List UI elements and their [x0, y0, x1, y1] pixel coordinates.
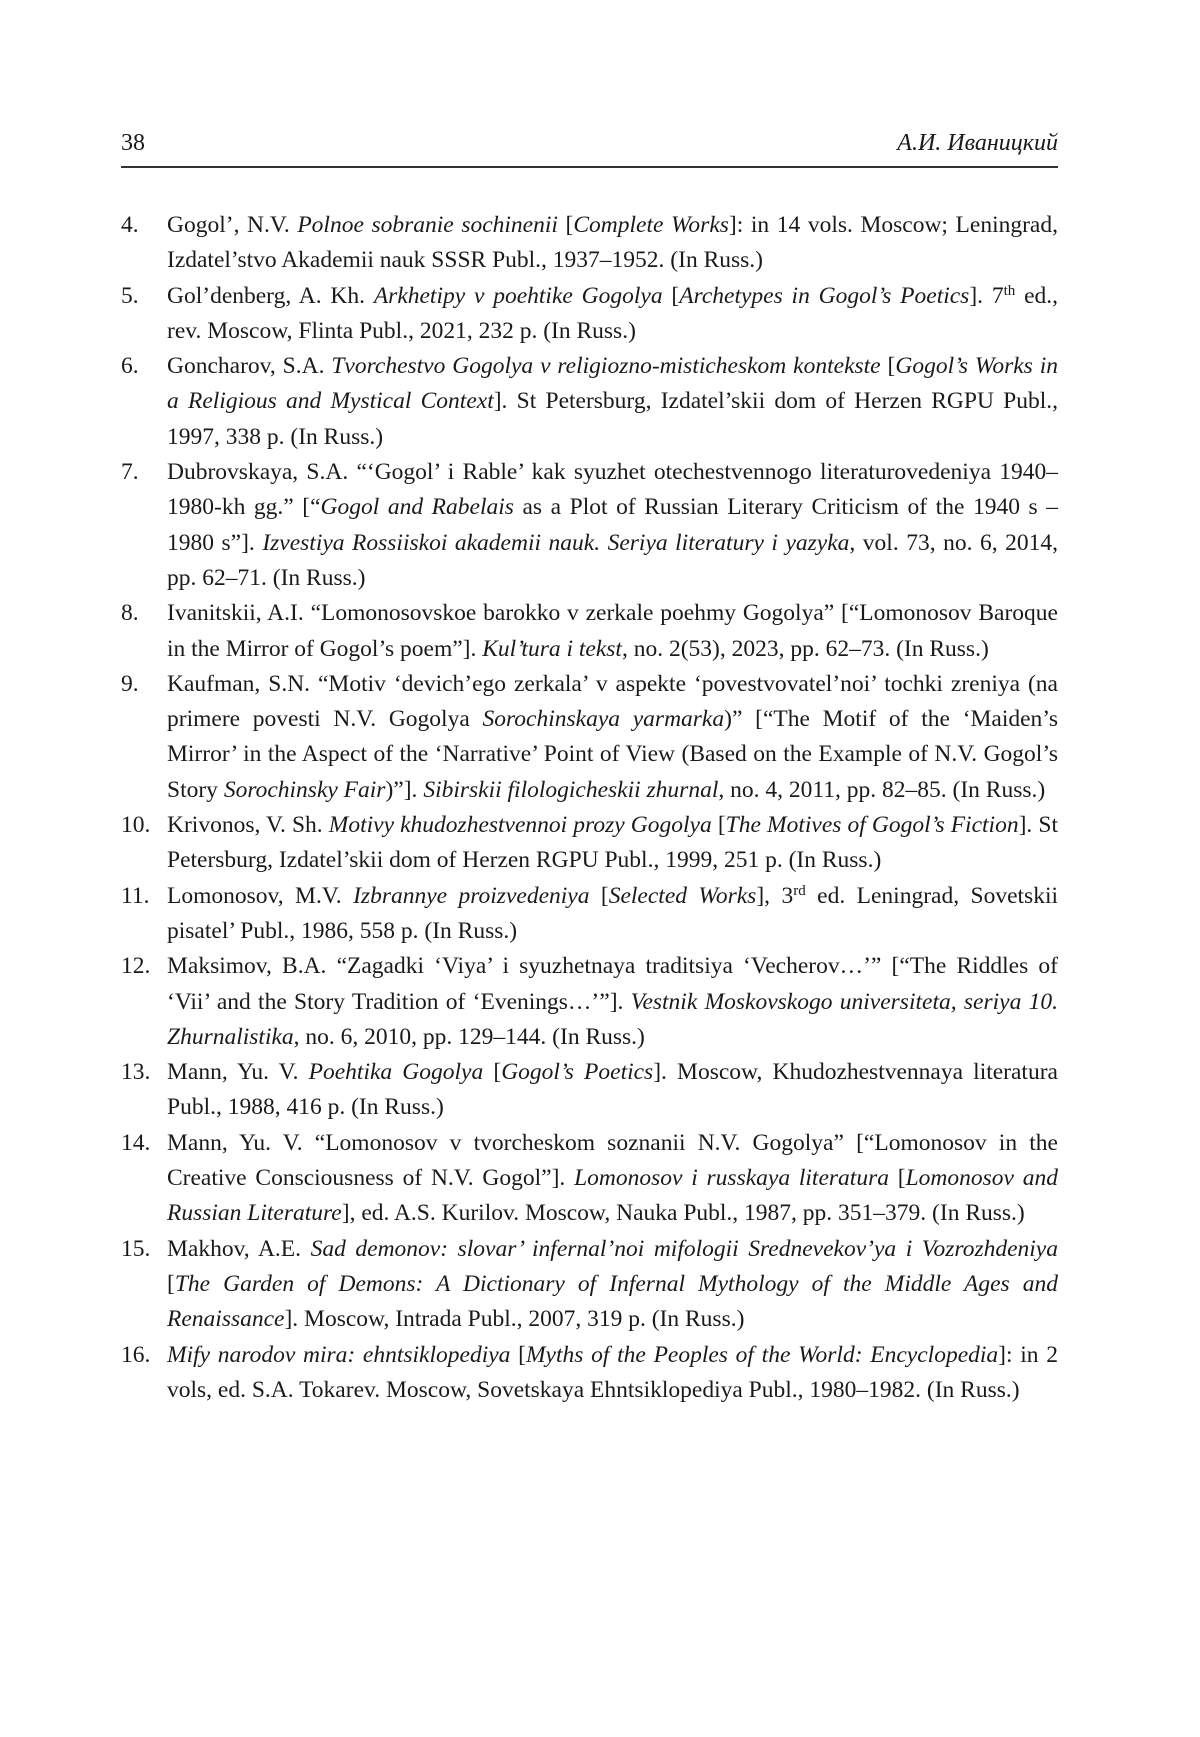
reference-title: Tvorchestvo Gogolya v religiozno-misticheskom kontekste [331, 353, 881, 380]
header-rule [121, 166, 1058, 168]
reference-title: Arkhetipy v poehtike Gogolya [373, 282, 663, 309]
reference-text: , no. 2(53), 2023, pp. 62–73. (In Russ.) [621, 635, 989, 662]
reference-text: [ [557, 212, 574, 238]
reference-title-translation: Gogol’s Works in a Religious and Mystical Context [167, 353, 1059, 415]
reference-text: ]. Moscow, Khudozhestvennaya literatura Publ., 1988, 416 p. (In Russ.) [167, 1059, 1058, 1121]
reference-number: 5. [121, 282, 139, 309]
reference-item [121, 208, 1058, 279]
reference-text: as a Plot of Russian Literary Criticism of the 1940 s – 1980 s”]. [167, 494, 1058, 556]
reference-text: ]: in 14 vols. Moscow; Leningrad, Izdatel’stvo Akademii nauk SSSR Publ., 1937–1952. (In Russ.) [167, 212, 1058, 274]
reference-title-translation: Myths of the Peoples of the World: Encyclopedia [525, 1341, 999, 1368]
reference-text: Mann, Yu. V. [167, 1059, 309, 1086]
reference-text: Gol’denberg, A. Kh. [167, 282, 374, 309]
reference-text: , no. 4, 2011, pp. 82–85. (In Russ.) [718, 776, 1046, 803]
reference-number: 6. [121, 353, 139, 380]
reference-text: Ivanitskii, A.I. “Lomonosovskoe barokko v zerkale poehmy Gogolya” [“Lomonosov Baroque in the Mirror of Gogol’s poem”]. [167, 600, 1058, 662]
reference-text: ]. Moscow, Intrada Publ., 2007, 319 p. (In Russ.) [284, 1306, 745, 1333]
journal-title: Vestnik Moskovskogo universiteta, seriya 10. Zhurnalistika [167, 988, 1058, 1050]
reference-title: Mify narodov mira: ehntsiklopediya [167, 1341, 511, 1368]
journal-title: Sibirskii filologicheskii zhurnal [423, 776, 719, 803]
running-head-author: А.И. Иваницкий [897, 130, 1058, 156]
reference-item [121, 349, 1058, 455]
reference-text: ]. 7 [969, 282, 1004, 309]
running-header [121, 128, 1058, 158]
reference-title-translation: Complete Works [573, 212, 729, 238]
reference-text: , no. 6, 2010, pp. 129–144. (In Russ.) [293, 1023, 645, 1050]
reference-number: 13. [121, 1059, 151, 1086]
reference-title: Izbrannye proizvedeniya [353, 882, 590, 909]
reference-number: 14. [121, 1129, 151, 1156]
reference-text: [ [589, 882, 609, 909]
reference-item [121, 1338, 1058, 1409]
reference-number: 15. [121, 1235, 151, 1262]
ordinal-suffix: th [1003, 282, 1016, 299]
reference-text: [ [880, 353, 896, 380]
reference-title: Polnoe sobranie sochinenii [297, 212, 558, 238]
reference-number: 10. [121, 812, 151, 839]
reference-number: 4. [121, 212, 139, 238]
reference-title: Motivy khudozhestvennoi prozy Gogolya [328, 812, 712, 839]
reference-text: [ [711, 812, 726, 839]
reference-text: [ [483, 1059, 502, 1086]
ordinal-suffix: rd [793, 882, 806, 899]
reference-text: ], 3 [756, 882, 794, 909]
reference-text: ed. Leningrad, Sovetskii pisatel’ Publ., 1986, 558 p. (In Russ.) [167, 882, 1059, 944]
reference-item [121, 596, 1058, 667]
reference-text: ], ed. A.S. Kurilov. Moscow, Nauka Publ., 1987, pp. 351–379. (In Russ.) [341, 1200, 1025, 1227]
reference-text: )” [“The Motif of the ‘Maiden’s Mirror’ in the Aspect of the ‘Narrative’ Point of View (Based on the Example of N.V. Gogol’s Story [167, 706, 1058, 803]
reference-text: Gogol’, N.V. [167, 212, 298, 238]
journal-title: Kul’tura i tekst [482, 635, 622, 662]
reference-item [121, 949, 1058, 1055]
reference-item [121, 1055, 1058, 1126]
reference-title-translation: Lomonosov and Russian Literature [167, 1165, 1058, 1227]
reference-item [121, 455, 1058, 596]
reference-title-translation: The Motives of Gogol’s Fiction [725, 812, 1019, 839]
reference-text: Lomonosov, M.V. [167, 882, 354, 909]
reference-title-translation: The Garden of Demons: A Dictionary of Infernal Mythology of the Middle Ages and Renaissance [167, 1270, 1058, 1333]
reference-text: Kaufman, S.N. “Motiv ‘devich’ego zerkala’ v aspekte ‘povestvovatel’noi’ tochki zreniya (na primere povesti N.V. Gogolya [167, 670, 1058, 733]
reference-number: 8. [121, 600, 139, 627]
reference-number: 11. [121, 882, 150, 909]
reference-text: ]. St Petersburg, Izdatel’skii dom of Herzen RGPU Publ., 1999, 251 p. (In Russ.) [167, 812, 1058, 874]
reference-text: Maksimov, B.A. “Zagadki ‘Viya’ i syuzhetnaya traditsiya ‘Vecherov…’” [“The Riddles of ‘Vii’ and the Story Tradition of ‘Evenings…’”]. [167, 953, 1058, 1015]
reference-number: 12. [121, 953, 151, 980]
reference-text: Goncharov, S.A. [167, 353, 332, 380]
reference-text: Mann, Yu. V. “Lomonosov v tvorcheskom soznanii N.V. Gogolya” [“Lomonosov in the Creative Consciousness of N.V. Gogol”]. [167, 1129, 1058, 1192]
reference-text: Krivonos, V. Sh. [167, 812, 329, 839]
reference-item [121, 1232, 1058, 1338]
page-number: 38 [121, 130, 145, 156]
reference-title-translation: Archetypes in Gogol’s Poetics [679, 282, 970, 309]
reference-title: Lomonosov i russkaya literatura [574, 1165, 889, 1192]
reference-title: Sad demonov: slovar’ infernal’noi mifologii Srednevekov’ya i Vozrozhdeniya [310, 1235, 1058, 1262]
reference-number: 7. [121, 459, 139, 486]
reference-item [121, 879, 1058, 950]
reference-title: Poehtika Gogolya [308, 1059, 484, 1086]
reference-text: )”]. [385, 776, 424, 803]
reference-number: 9. [121, 670, 139, 697]
reference-text: Dubrovskaya, S.A. “‘Gogol’ i Rable’ kak syuzhet otechestvennogo literaturovedeniya 1940–1980-kh gg.” [“ [167, 459, 1058, 521]
reference-text: ed., rev. Moscow, Flinta Publ., 2021, 232 p. (In Russ.) [167, 282, 1059, 344]
reference-text: , vol. 73, no. 6, 2014, pp. 62–71. (In Russ.) [167, 529, 1059, 591]
reference-number: 16. [121, 1341, 151, 1368]
reference-item [121, 1126, 1058, 1232]
reference-text: Makhov, A.E. [167, 1235, 311, 1262]
reference-item [121, 279, 1058, 350]
reference-item [121, 667, 1058, 808]
reference-title-translation: Sorochinsky Fair [223, 776, 386, 803]
reference-title-translation: Gogol and Rabelais [320, 494, 514, 521]
reference-title-translation: Gogol’s Poetics [501, 1059, 654, 1086]
reference-title: Sorochinskaya yarmarka [482, 706, 725, 733]
reference-text: [ [510, 1341, 526, 1368]
reference-list [121, 208, 1058, 1408]
reference-item [121, 808, 1058, 879]
reference-text: ]: in 2 vols, ed. S.A. Tokarev. Moscow, Sovetskaya Ehntsiklopediya Publ., 1980–1982. (In Russ.) [167, 1341, 1058, 1403]
journal-title: Izvestiya Rossiiskoi akademii nauk. Seriya literatury i yazyka [262, 529, 850, 556]
reference-text: [ [662, 282, 680, 309]
reference-title-translation: Selected Works [608, 882, 757, 909]
reference-text: [ [888, 1165, 906, 1192]
reference-text: ]. St Petersburg, Izdatel’skii dom of Herzen RGPU Publ., 1997, 338 p. (In Russ.) [167, 388, 1059, 450]
reference-text: [ [167, 1270, 175, 1297]
